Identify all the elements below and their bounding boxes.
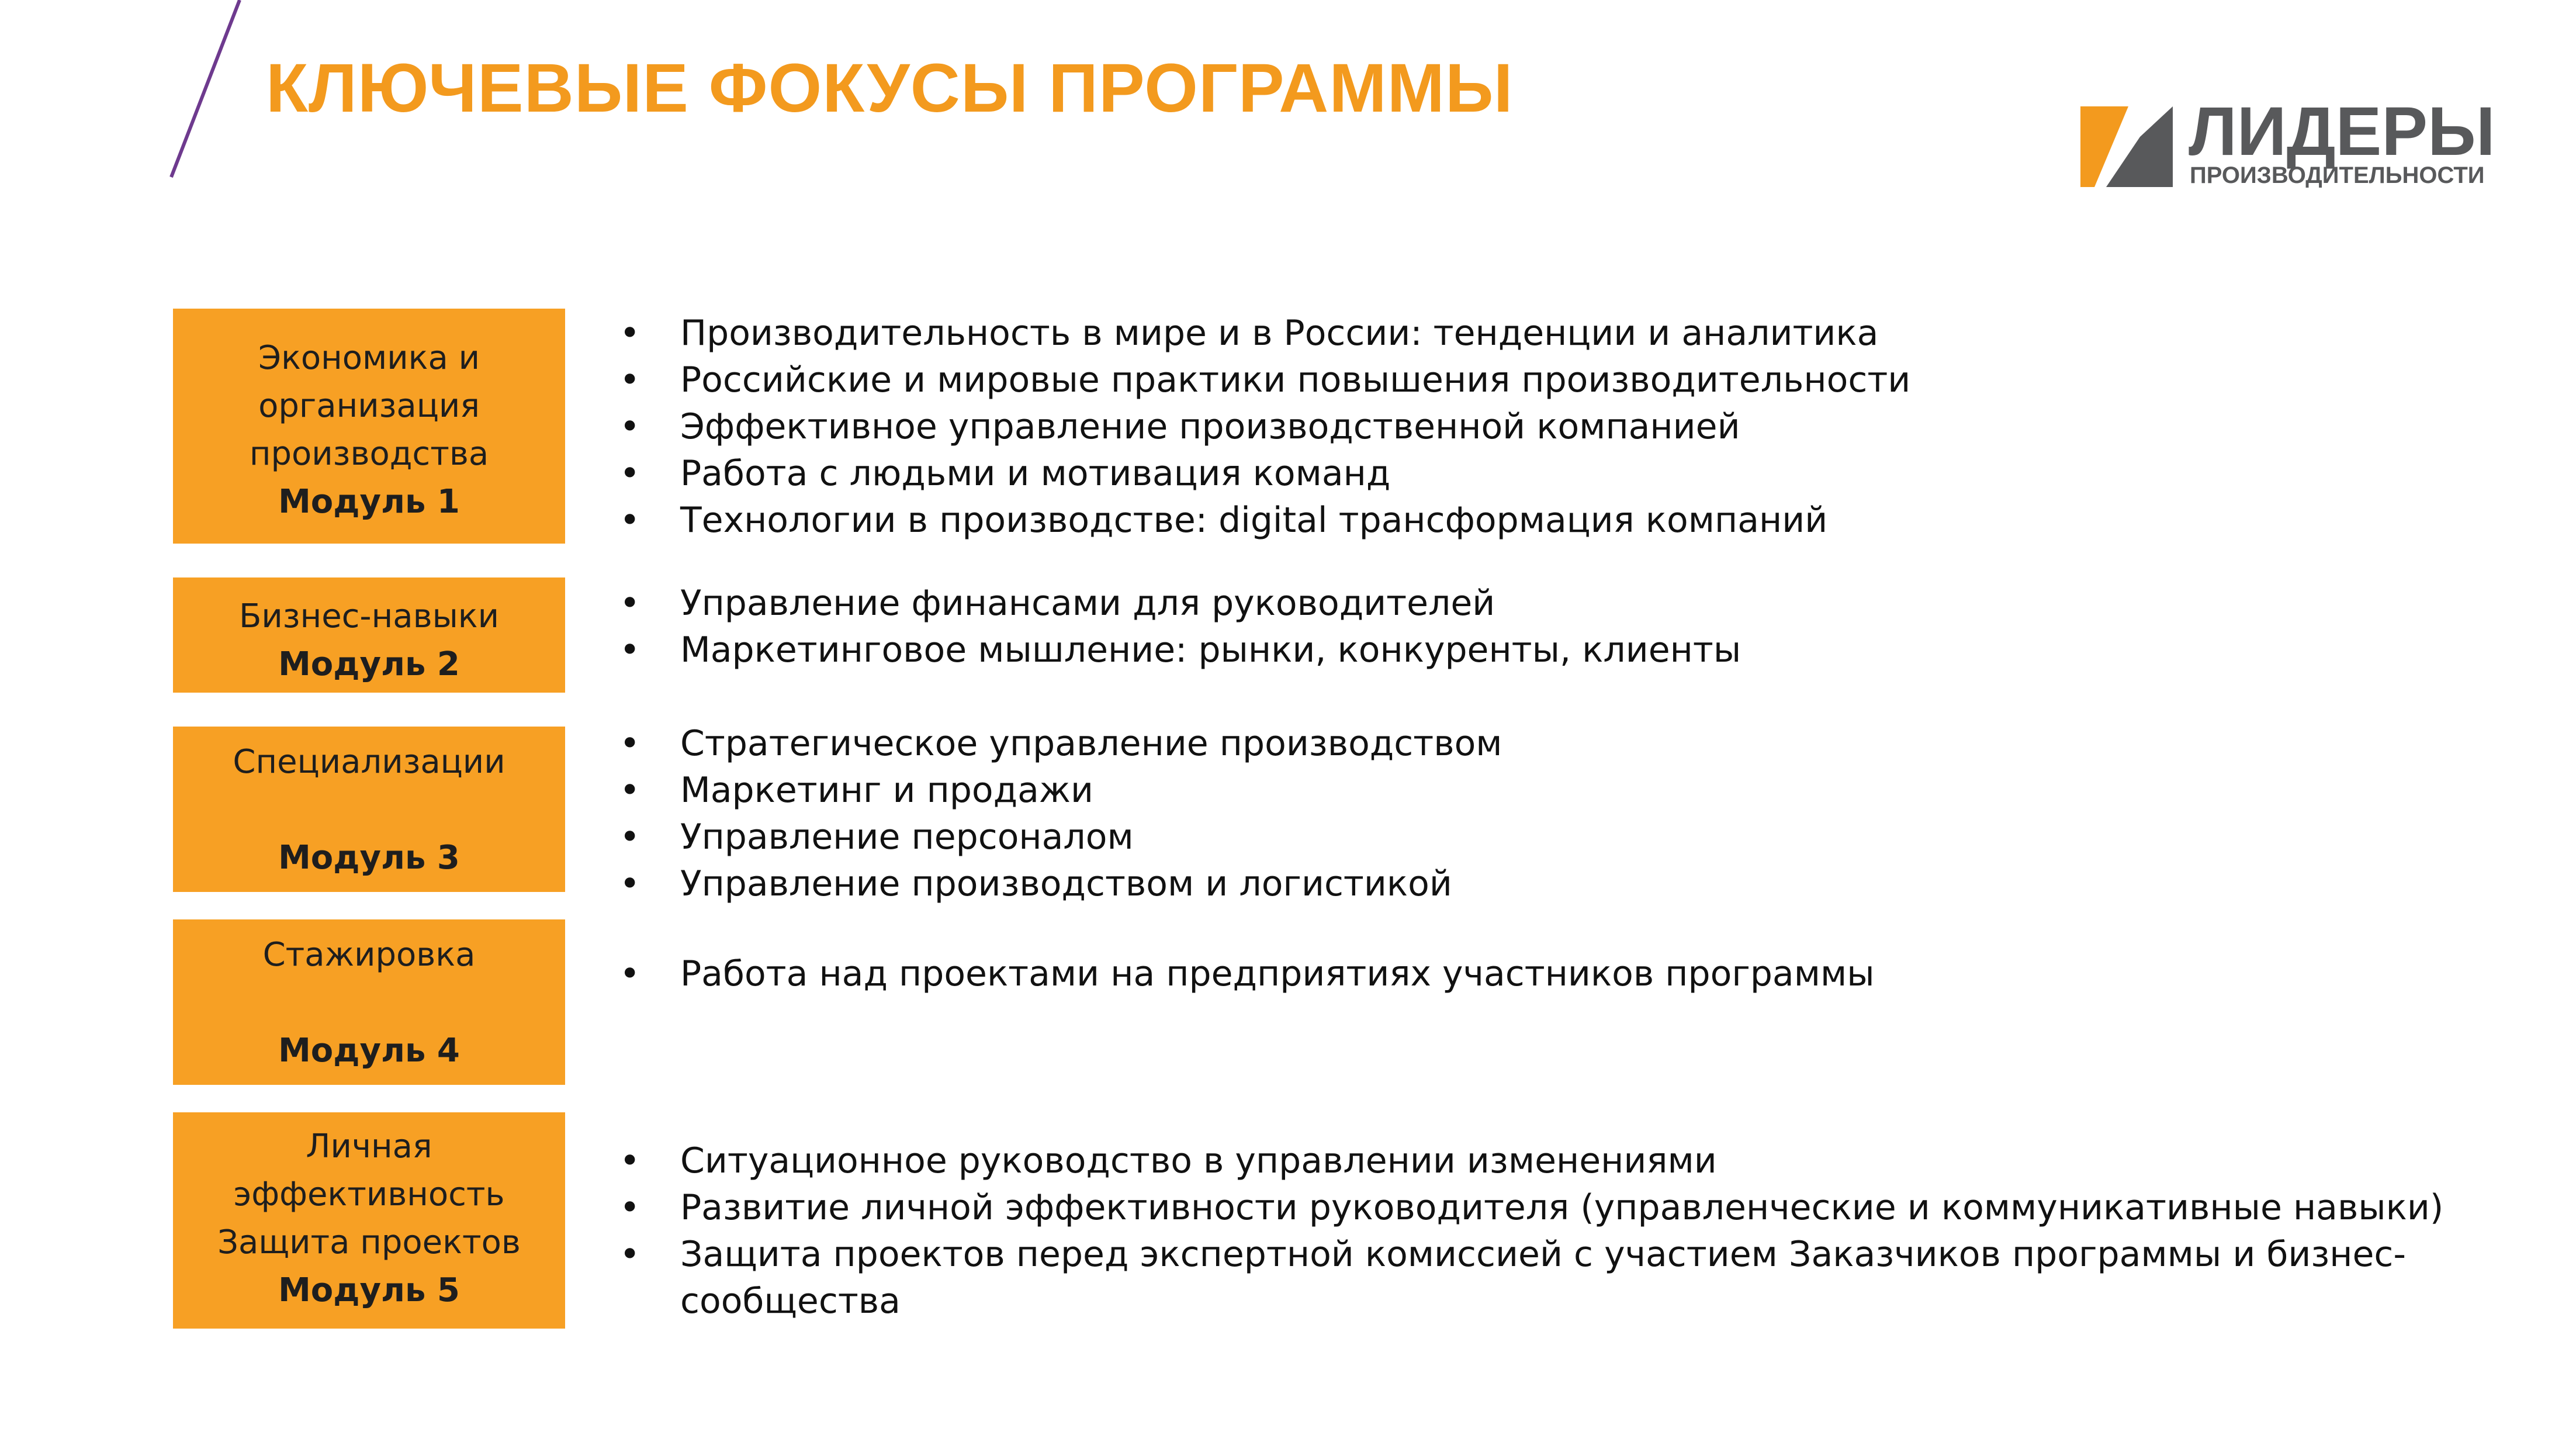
module-4-topics (619, 950, 2460, 997)
logo-mark-icon (2080, 101, 2183, 188)
module-number: Модуль 1 (278, 483, 460, 521)
topic-item: • Производительность в мире и в России: тенденции и аналитика (619, 310, 2460, 357)
module-5-topics (619, 1137, 2460, 1324)
module-title-line: Защита проектов (217, 1223, 521, 1261)
topic-item: • Управление персоналом (619, 814, 2460, 860)
module-box-2 (173, 577, 565, 693)
module-title-line: эффективность (233, 1175, 505, 1213)
module-box-5 (173, 1112, 565, 1329)
topic-item: • Эффективное управление производственной компанией (619, 403, 2460, 450)
module-title-line: Бизнес-навыки (238, 597, 500, 635)
module-title-line: организация (258, 387, 480, 425)
module-title-line: Стажировка (262, 936, 476, 974)
module-box-3 (173, 727, 565, 892)
decorative-slash (0, 0, 257, 187)
topic-item: • Защита проектов перед экспертной комиссией с участием Заказчиков программы и бизнес-сообщества (619, 1231, 2460, 1324)
module-box-4 (173, 919, 565, 1085)
topic-item: • Технологии в производстве: digital трансформация компаний (619, 497, 2460, 544)
module-number: Модуль 3 (278, 839, 460, 877)
topic-item: • Маркетинговое мышление: рынки, конкуренты, клиенты (619, 627, 2460, 673)
module-title-line: производства (249, 435, 489, 473)
module-box-1 (173, 309, 565, 544)
module-2-topics (619, 580, 2460, 673)
topic-item: • Маркетинг и продажи (619, 767, 2460, 814)
topic-item: • Управление производством и логистикой (619, 860, 2460, 907)
module-3-topics (619, 720, 2460, 907)
page-title: КЛЮЧЕВЫЕ ФОКУСЫ ПРОГРАММЫ (266, 50, 1514, 127)
module-number: Модуль 4 (278, 1032, 460, 1070)
module-title-line: Экономика и (258, 339, 480, 377)
module-number: Модуль 5 (278, 1271, 460, 1309)
logo-wordmark: ЛИДЕРЫ (2189, 93, 2495, 170)
logo-subtitle: ПРОИЗВОДИТЕЛЬНОСТИ (2190, 162, 2485, 188)
topic-item: • Работа над проектами на предприятиях участников программы (619, 950, 2460, 997)
topic-item: • Управление финансами для руководителей (619, 580, 2460, 627)
module-title-line: Специализации (233, 743, 505, 781)
module-title-line: Личная (306, 1128, 432, 1166)
topic-item: • Развитие личной эффективности руководителя (управленческие и коммуникативные навыки) (619, 1184, 2460, 1231)
topic-item: • Ситуационное руководство в управлении изменениями (619, 1137, 2460, 1184)
topic-item: • Работа с людьми и мотивация команд (619, 450, 2460, 497)
module-number: Модуль 2 (278, 645, 460, 683)
topic-item: • Российские и мировые практики повышения производительности (619, 357, 2460, 403)
logo (2080, 93, 2501, 188)
module-1-topics (619, 310, 2460, 544)
topic-item: • Стратегическое управление производством (619, 720, 2460, 767)
